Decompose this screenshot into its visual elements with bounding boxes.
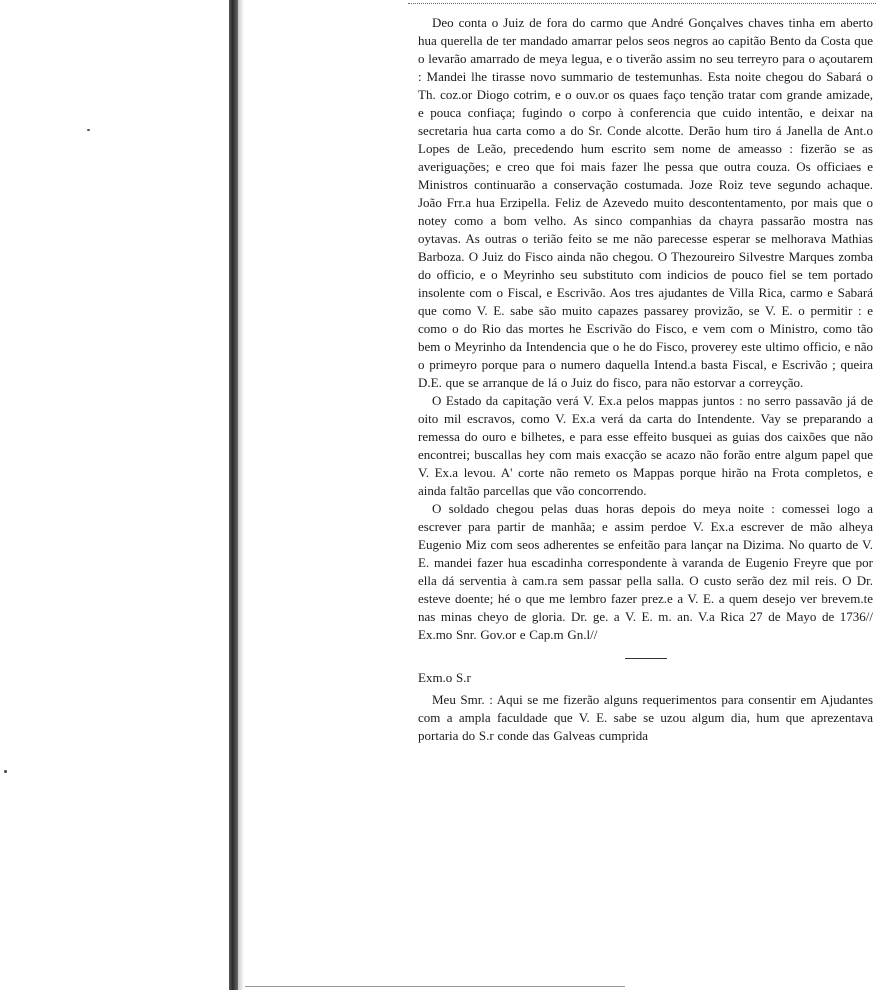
letter-paragraph-3: O soldado chegou pelas duas horas depois do meya noite : comessei logo a escrever para partir de manhãa; e assim perdoe V. Ex.a escrever de mão alheya Eugenio Miz com seos adherentes se enfeitão para lançar na Dizima. No quarto de V. E. mandei fazer hua escadinha correspondente à varanda de Eugenio Freyre que por ella dá serventia à cam.ra sem passar pella salla. O custo serão dez mil reis. O Dr. esteve doente; hé o que me lembro fazer prez.e a V. E. a quem desejo ver brevem.te nas minas cheyo de gloria. Dr. ge. a V. E. m. an. V.a Rica 27 de Mayo de 1736// Ex.mo Snr. Gov.or e Cap.m Gn.l// <box>418 501 873 642</box>
top-rule <box>408 3 876 4</box>
scan-speck <box>4 770 7 773</box>
next-letter-paragraph: Meu Smr. : Aqui se me fizerão alguns requerimentos para consentir em Ajudantes com a ampla faculdade que V. E. sabe se uzou algum dia, hum que aprezentava portaria do S.r conde das Galveas cumprida <box>418 692 873 743</box>
page-text <box>418 14 873 745</box>
bottom-edge-rule <box>245 986 625 987</box>
book-gutter <box>229 0 238 990</box>
letter-paragraph-2: O Estado da capitação verá V. Ex.a pelos mappas juntos : no serro passavão já de oito mil escravos, como V. Ex.a verá da carta do Intendente. Vay se preparando a remessa do ouro e bilhetes, e para esse effeito busquei as guias dos caixões que não encontrei; buscallas hey com mais exacção se acazo não forão entre algum papel que V. Ex.a levou. A' corte não remeto os Mappas porque hirão na Frota completos, e ainda faltão parcellas que vão concorrendo. <box>418 393 873 498</box>
scan-speck <box>87 129 90 131</box>
letter-paragraph-1: Deo conta o Juiz de fora do carmo que André Gonçalves chaves tinha em aberto hua querella de ter mandado amarrar pelos seos negros ao capitão Bento da Costa que o levarão amarrado de meya legua, e o tiverão assim no seu terreyro para o açoutarem : Mandei lhe tirasse novo summario de testemunhas. Esta noite chegou do Sabará o Th. coz.or Diogo cotrim, e o ouv.or os quaes faço tenção tratar com grande amizade, e pouca confiaça; fugindo o corpo à conferencia que cuido intentão, e deixar na secretaria hua carta como a do Sr. Conde alcotte. Derão hum tiro á Janella de Ant.o Lopes de Leão, precedendo hum escrito sem nome de ameasso : fizerão se as averiguações; e creo que foi mais fazer lhe pessa que outra couza. Os officiaes e Ministros continuarão a conservação costumada. Joze Roiz teve segundo achaque. João Frr.a hua Erzipella. Feliz de Azevedo muito descontentamento, por mais que o notey como a bom velho. As sinco companhias da chayra passarão mostra nas oytavas. As outras o terião feito se me não parecesse esperar se melhorava Mathias Barboza. O Juiz do Fisco ainda não chegou. O Thezoureiro Silvestre Marques zomba do officio, e o Meyrinho seu substituto com indicios de pouco fiel se tem portado insolente com o Fiscal, e Escrivão. Aos tres ajudantes de Villa Rica, carmo e Sabará que como V. E. sabe são muito capazes passarey provizão, se V. E. o permitir : e como o do Rio das mortes he Escrivão do Fisco, e vem com o Ministro, como tão bem o Meyrinho da Intendencia que o he do Fisco, proverey este ultimo officio, e não o primeyro porque para o numero daquella Intend.a basta Fiscal, e Escrivão ; queira D.E. que se arranque de lá o Juiz do fisco, para não estorvar a correyção. <box>418 15 873 390</box>
section-separator <box>625 658 667 659</box>
left-page-margin <box>0 0 229 990</box>
gutter-shadow <box>238 0 244 990</box>
letter-salutation: Exm.o S.r <box>418 670 471 685</box>
